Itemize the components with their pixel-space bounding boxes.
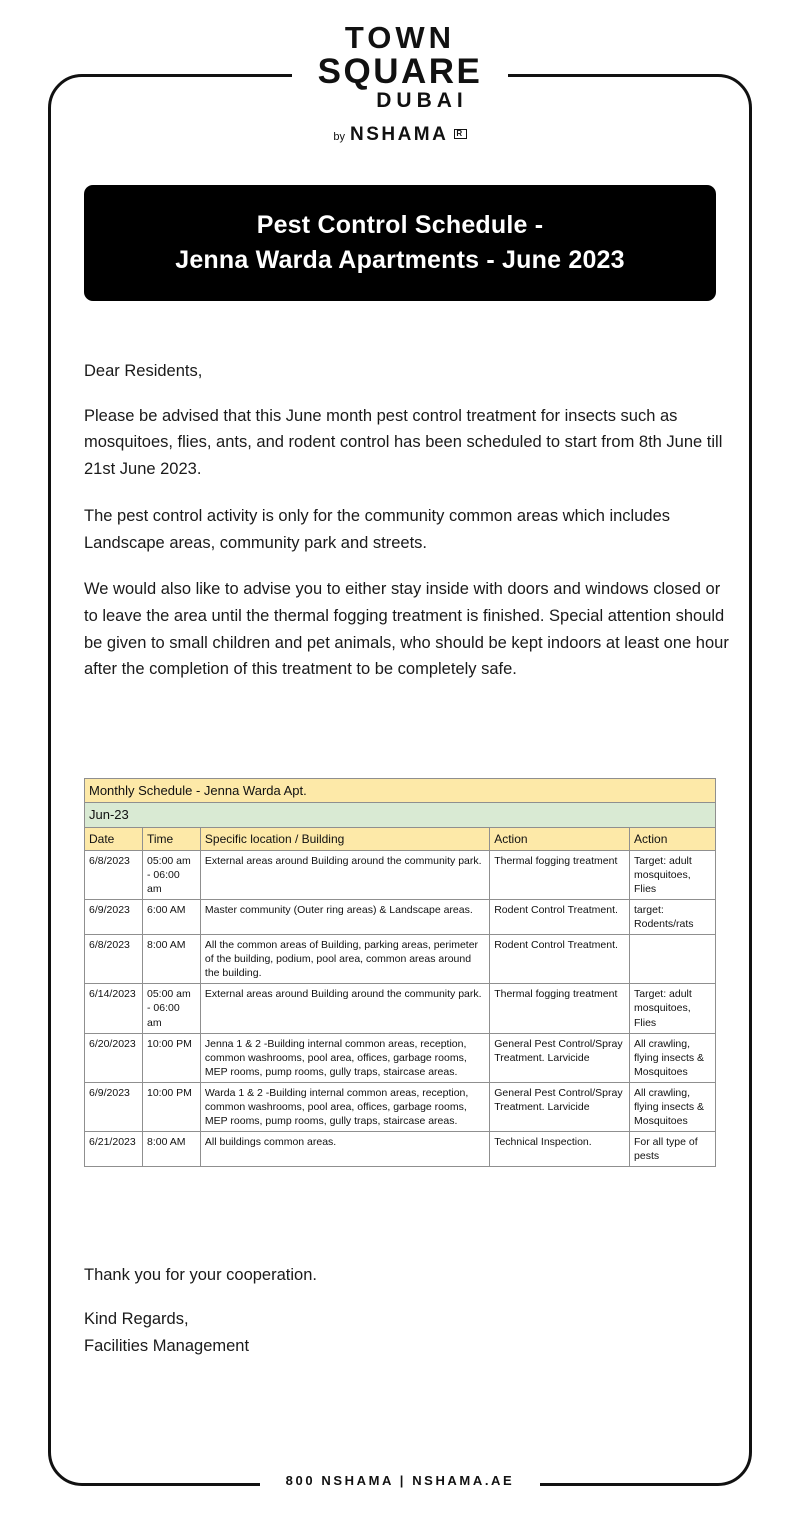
- cell-date: 6/9/2023: [85, 900, 143, 935]
- cell-action-2: Target: adult mosquitoes, Flies: [630, 984, 716, 1033]
- cell-time: 8:00 AM: [142, 1131, 200, 1166]
- cell-action-1: General Pest Control/Spray Treatment. Larvicide: [490, 1033, 630, 1082]
- cell-time: 8:00 AM: [142, 935, 200, 984]
- logo-town-text: TOWN: [344, 20, 456, 55]
- column-header-action-1: Action: [490, 827, 630, 850]
- cell-location: All buildings common areas.: [200, 1131, 489, 1166]
- table-row: [85, 900, 716, 935]
- table-row: [85, 935, 716, 984]
- department-line: Facilities Management: [84, 1336, 250, 1355]
- logo-byline: [0, 124, 800, 146]
- cell-time: 6:00 AM: [142, 900, 200, 935]
- cell-action-2: [630, 935, 716, 984]
- regards-line: Kind Regards,: [84, 1310, 189, 1329]
- cell-location: Jenna 1 & 2 -Building internal common areas, reception, common washrooms, pool area, offices, garbage rooms, MEP rooms, pump rooms, gully traps, staircase areas.: [200, 1033, 489, 1082]
- schedule-table: [84, 778, 716, 1167]
- cell-time: 05:00 am - 06:00 am: [142, 984, 200, 1033]
- cell-location: Master community (Outer ring areas) & Landscape areas.: [200, 900, 489, 935]
- logo-nshama-text: NSHAMA: [349, 124, 449, 146]
- cell-date: 6/21/2023: [85, 1131, 143, 1166]
- logo-by-text: by: [333, 131, 345, 144]
- table-row: [85, 1082, 716, 1131]
- logo-dubai-text: DUBAI: [376, 89, 468, 113]
- cell-action-1: Thermal fogging treatment: [490, 850, 630, 899]
- cell-date: 6/20/2023: [85, 1033, 143, 1082]
- schedule-month-row: [85, 803, 716, 827]
- cell-action-2: For all type of pests: [630, 1131, 716, 1166]
- table-row: [85, 1131, 716, 1166]
- column-header-date: Date: [85, 827, 143, 850]
- cell-location: External areas around Building around the community park.: [200, 850, 489, 899]
- page-title-line2: Jenna Warda Apartments - June 2023: [175, 246, 625, 274]
- cell-date: 6/8/2023: [85, 935, 143, 984]
- cell-location: Warda 1 & 2 -Building internal common areas, reception, common washrooms, pool area, offices, garbage rooms, MEP rooms, pump rooms, gully traps, staircase areas.: [200, 1082, 489, 1131]
- cell-action-2: target: Rodents/rats: [630, 900, 716, 935]
- cell-location: External areas around Building around the community park.: [200, 984, 489, 1033]
- logo-square-text: SQUARE: [317, 51, 483, 91]
- cell-time: 05:00 am - 06:00 am: [142, 850, 200, 899]
- paragraph-1: Please be advised that this June month pest control treatment for insects such as mosquitoes, flies, ants, and rodent control has been scheduled to start from 8th June till 21st June 2023.: [84, 406, 723, 479]
- cell-date: 6/9/2023: [85, 1082, 143, 1131]
- paragraph-2: The pest control activity is only for the community common areas which includes Landscape areas, community park and streets.: [84, 506, 670, 552]
- table-row: [85, 850, 716, 899]
- cell-date: 6/8/2023: [85, 850, 143, 899]
- closing-block: [84, 1262, 684, 1359]
- schedule-section: [84, 778, 716, 1167]
- schedule-month-text: Jun-23: [85, 803, 716, 827]
- table-row: [85, 984, 716, 1033]
- cell-action-1: Rodent Control Treatment.: [490, 935, 630, 984]
- letter-body: [84, 358, 734, 703]
- thanks-line: Thank you for your cooperation.: [84, 1266, 317, 1284]
- page-title-line1: Pest Control Schedule -: [256, 210, 544, 239]
- footer-contact: 800 NSHAMA | NSHAMA.AE: [285, 1473, 515, 1488]
- cell-location: All the common areas of Building, parking areas, perimeter of the building, podium, pool area, common areas around the building.: [200, 935, 489, 984]
- cell-date: 6/14/2023: [85, 984, 143, 1033]
- cell-action-1: Technical Inspection.: [490, 1131, 630, 1166]
- cell-action-2: Target: adult mosquitoes, Flies: [630, 850, 716, 899]
- registered-trademark-icon: R: [456, 129, 465, 139]
- schedule-banner-text: Monthly Schedule - Jenna Warda Apt.: [85, 779, 716, 803]
- column-header-action-2: Action: [630, 827, 716, 850]
- column-header-time: Time: [142, 827, 200, 850]
- schedule-header-row: [85, 827, 716, 850]
- cell-time: 10:00 PM: [142, 1033, 200, 1082]
- page-title: [84, 185, 716, 301]
- cell-action-2: All crawling, flying insects & Mosquitoes: [630, 1033, 716, 1082]
- cell-action-2: All crawling, flying insects & Mosquitoes: [630, 1082, 716, 1131]
- schedule-banner-row: [85, 779, 716, 803]
- cell-action-1: Rodent Control Treatment.: [490, 900, 630, 935]
- paragraph-3: We would also like to advise you to either stay inside with doors and windows closed or to leave the area until the thermal fogging treatment is finished. Special attention should be given to small children and pet animals, who should be kept indoors at least one hour after the completion of this treatment to be completely safe.: [84, 580, 729, 679]
- cell-action-1: General Pest Control/Spray Treatment. Larvicide: [490, 1082, 630, 1131]
- cell-time: 10:00 PM: [142, 1082, 200, 1131]
- table-row: [85, 1033, 716, 1082]
- column-header-location: Specific location / Building: [200, 827, 489, 850]
- brand-logo: [0, 22, 800, 146]
- salutation: Dear Residents,: [84, 362, 203, 380]
- cell-action-1: Thermal fogging treatment: [490, 984, 630, 1033]
